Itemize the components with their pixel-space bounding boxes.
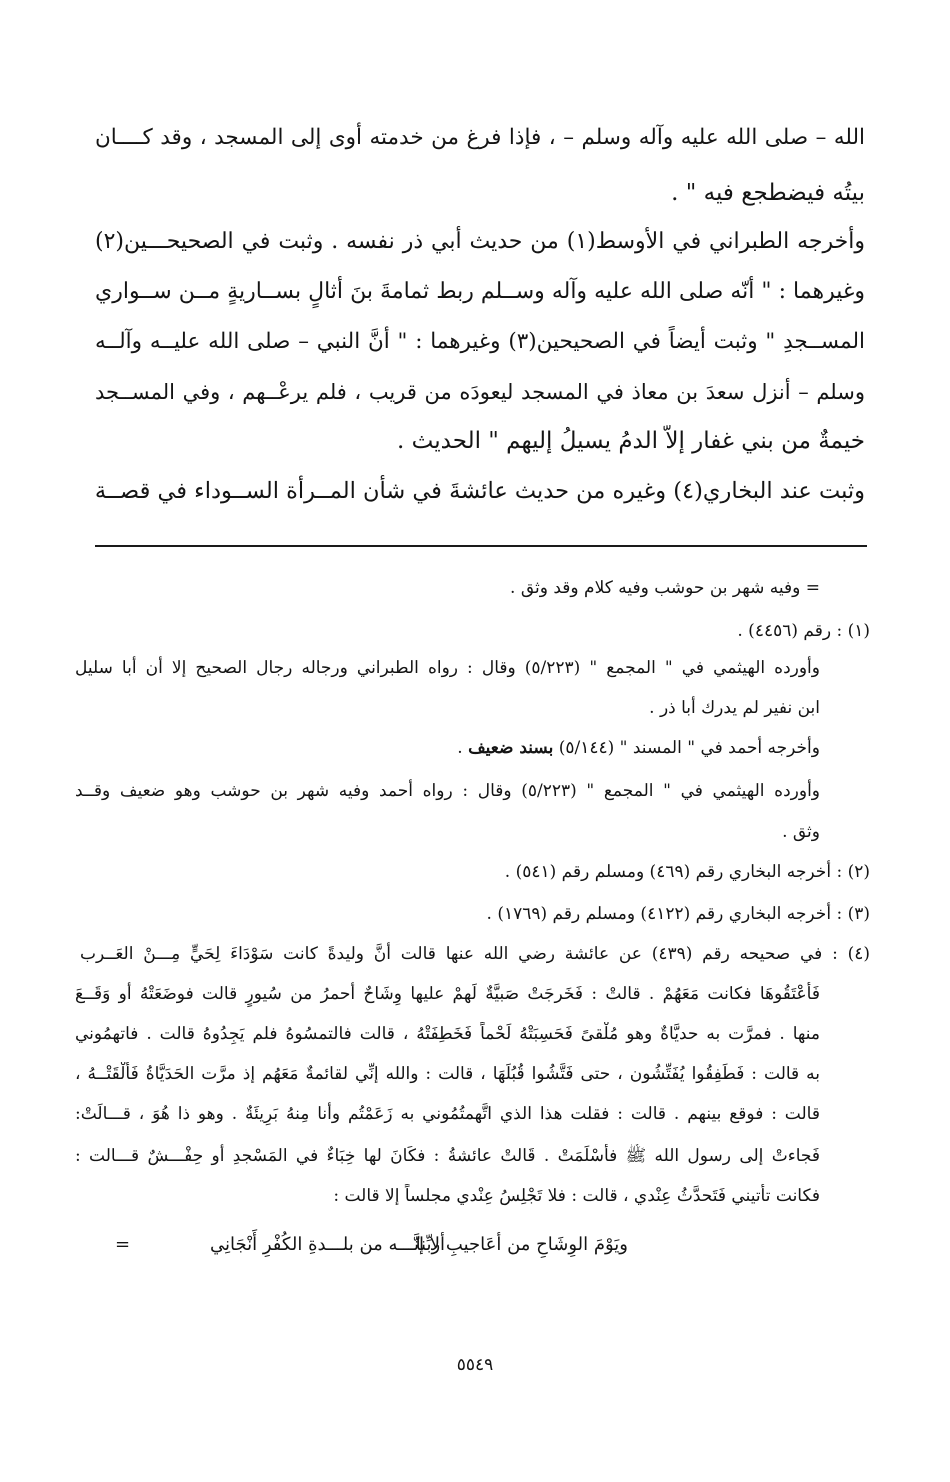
footnote-1-line: وأورده الهيثمي في " المجمع " (٥/٢٢٣) وقال : رواه الطبراني ورجاله رجال الصحيح إلا أن أبا سليل (75, 658, 820, 678)
body-line: بيتُه فيضطجع فيه " . (671, 180, 865, 206)
poem-hemistich-left: ألا إنَّـــه من بلـــدةِ الكُفْرِ أَنْجَانِي (210, 1234, 445, 1255)
footnote-4-line: به قالت : فَطَفِقُوا يُفَتِّشُون ، حتى فَتَّشُوا قُبُلَهَا ، قالت : والله إنِّي لقائمةٌ مَعَهُم إذ مرَّت الحَدَيَّاةُ فَأَلْقَتْــهُ ، (75, 1064, 820, 1084)
footnote-1-line: وأورده الهيثمي في " المجمع " (٥/٢٢٣) وقال : رواه أحمد وفيه شهر بن حوشب وهو ضعيف وقــد (75, 781, 820, 801)
footnote-1-text: وأخرجه أحمد في " المسند " (٥/١٤٤) (558, 738, 820, 758)
footnote-1-line: ابن نفير لم يدرك أبا ذر . (649, 698, 820, 718)
page-number: ٥٥٤٩ (456, 1355, 494, 1375)
footnote-4-line: منها . فمرَّت به حديَّاةٌ وهو مُلْقىً فَحَسِبَتْهُ لَحْماً فَخَطِفَتْهُ ، قالت فالتمسُوهُ فلم يَجِدُوهُ قالت . فاتهمُوني (75, 1024, 820, 1044)
footnote-1-line (75, 736, 820, 764)
body-line: المســجدِ " وثبت أيضاً في الصحيحين(٣) وغيرهما : " أنَّ النبي – صلى الله عليــه وآلــه (95, 329, 865, 354)
footnote-3: (٣) : أخرجه البخاري رقم (٤١٢٢) ومسلم رقم (١٧٦٩) . (486, 904, 870, 924)
body-line: الله – صلى الله عليه وآله وسلم – ، فإذا فرغ من خدمته أوى إلى المسجد ، وقد كــــان (95, 125, 865, 150)
footnote-1-period: . (457, 738, 463, 758)
footnote-1-head: (١) : رقم (٤٤٥٦) . (737, 621, 870, 641)
continuation-mark: = (115, 1234, 131, 1255)
footnote-4-line: فَجاءتْ إلى رسول الله ﷺ فأَسْلَمَتْ . قَالتْ عائشةُ : فكَانَ لها خِبَاءٌ في المَسْجدِ أو حِفْـــشٌ قـــالت : (75, 1146, 820, 1166)
footnote-4-line: (٤) : في صحيحه رقم (٤٣٩) عن عائشة رضي الله عنها قالت أنَّ وليدةً كانت سَوْدَاءَ لِحَيٍّ مِـــنْ العَــرب (80, 944, 870, 964)
footnote-2: (٢) : أخرجه البخاري رقم (٤٦٩) ومسلم رقم (٥٤١) . (504, 862, 870, 882)
footnote-separator (95, 545, 867, 547)
weak-chain-label: بسند ضعيف (468, 738, 554, 758)
body-line: وثبت عند البخاري(٤) وغيره من حديث عائشةَ في شأن المــرأة الســوداء في قصــة (95, 478, 865, 504)
footnote-4-line: فَأَعْتَقُوهَا فكانت مَعَهُمْ . قالتْ : فَخَرجَتْ صَبيَّةٌ لَهمْ عليها وِشَاحٌ أَحمرُ من سُيورٍ قالت فوضَعَتْهُ أو وَقَــعَ (75, 984, 820, 1004)
footnote-4-line: قالت : فوقع بينهم . قالت : فقلت هذا الذي اتَّهمتُمُوني به زَعَمْتُم وأنا مِنهُ بَرِيئَةٌ . وهو ذا هُوَ ، قـــالَتْ: (75, 1104, 820, 1124)
body-line: خيمةٌ من بني غفار إلاَّ الدمُ يسيلُ إليهم " الحديث . (397, 428, 865, 454)
body-line: وأخرجه الطبراني في الأوسط(١) من حديث أبي ذر نفسه . وثبت في الصحيحـــين(٢) (95, 229, 865, 254)
footnote-4-line: فكانت تأتيني فَتَحدَّثُ عِنْدي ، قالت : فلا تَجْلِسُ عِنْدي مجلساً إلا قالت : (333, 1186, 820, 1206)
footnote-continuation: = وفيه شهر بن حوشب وفيه كلام وقد وثق . (510, 578, 820, 598)
body-line: وغيرهما : " أنّه صلى الله عليه وآله وســلم ربط ثمامةَ بنَ أُثالٍ بســاريةٍ مــن ســواري (95, 279, 865, 304)
body-line: وسلم – أنزل سعدَ بن معاذ في المسجد ليعودَه من قريب ، فلم يرعْــهم ، وفي المســجد (95, 380, 865, 404)
poem-hemistich-right: ويَوْمَ الوِشَاحِ من أعَاجيبِ ربِّنا (415, 1234, 628, 1255)
footnote-1-line: وثق . (782, 822, 820, 842)
